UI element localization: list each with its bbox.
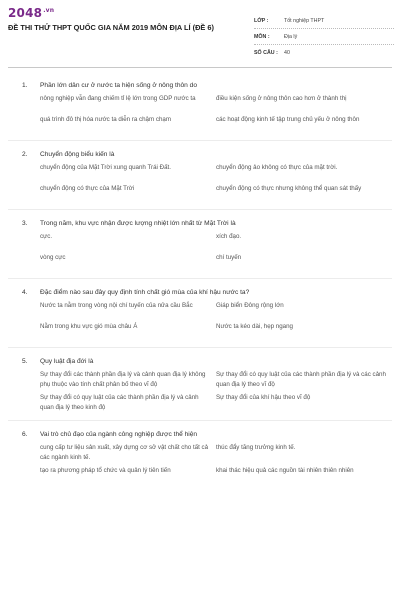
meta-label: SỐ CÂU :	[254, 50, 278, 56]
question-divider	[8, 140, 392, 141]
question-6	[0, 427, 400, 485]
question-divider	[8, 209, 392, 210]
answer-option-a[interactable]: cực.	[40, 233, 53, 240]
answer-options	[40, 299, 390, 341]
question-text: Vai trò chủ đạo của ngành công nghiệp được thể hiện	[40, 430, 198, 438]
meta-value: Tốt nghiệp THPT	[284, 17, 325, 24]
question-number: 3.	[22, 219, 28, 227]
question-number: 4.	[22, 288, 28, 296]
header-divider	[8, 67, 392, 68]
question-number: 2.	[22, 150, 28, 158]
question-divider	[8, 420, 392, 421]
question-list	[0, 78, 400, 485]
question-number: 5.	[22, 357, 28, 365]
answer-option-a[interactable]: nông nghiệp vẫn đang chiếm tỉ lệ lớn trong GDP nước ta	[40, 95, 196, 102]
answer-options	[40, 161, 390, 203]
question-3	[0, 216, 400, 272]
answer-option-a[interactable]: chuyển động của Mặt Trời xung quanh Trái Đất.	[40, 164, 171, 171]
question-text: Đặc điểm nào sau đây quy định tính chất gió mùa của khí hậu nước ta?	[40, 288, 250, 296]
answer-option-c[interactable]: Sự thay đổi có quy luật của các thành phần địa lý và cảnh quan địa lý theo kinh độ	[40, 394, 199, 411]
question-4	[0, 285, 400, 341]
answer-option-c[interactable]: Nằm trong khu vực gió mùa châu Á	[40, 323, 138, 330]
answer-option-d[interactable]: chuyển động có thực nhưng không thể quan sát thấy	[216, 185, 362, 192]
answer-option-a[interactable]: cung cấp tư liệu sản xuất, xây dựng cơ sở vật chất cho tất cả các ngành kinh tế.	[40, 444, 209, 461]
meta-value: 40	[284, 50, 290, 56]
logo-sub: .vn	[43, 7, 55, 14]
answer-option-d[interactable]: Sự thay đổi của khí hậu theo vĩ độ	[216, 394, 311, 401]
meta-row-subject	[254, 29, 394, 45]
question-stem	[22, 78, 390, 92]
question-text: Chuyển động biểu kiến là	[40, 150, 115, 158]
answer-options	[40, 92, 390, 134]
question-text: Phần lớn dân cư ở nước ta hiện sống ở nông thôn do	[40, 81, 198, 89]
answer-options	[40, 230, 390, 272]
answer-option-d[interactable]: Nước ta kéo dài, hẹp ngang	[216, 323, 293, 330]
question-stem	[22, 285, 390, 299]
question-text: Quy luật địa đới là	[40, 357, 94, 365]
question-5	[0, 354, 400, 414]
answer-option-b[interactable]: Giáp biển Đông rộng lớn	[216, 302, 284, 309]
meta-value: Địa lý	[284, 33, 298, 40]
answer-option-d[interactable]: chí tuyến	[216, 254, 242, 261]
answer-option-c[interactable]: chuyển động có thực của Mặt Trời	[40, 185, 135, 192]
question-text: Trong năm, khu vực nhận được lượng nhiệt lớn nhất từ Mặt Trời là	[40, 219, 236, 227]
exam-header	[0, 0, 400, 66]
question-stem	[22, 147, 390, 161]
question-divider	[8, 278, 392, 279]
meta-label: MÔN :	[254, 33, 270, 40]
answer-option-d[interactable]: khai thác hiệu quả các nguồn tài nhiên thiên nhiên	[216, 467, 354, 474]
question-stem	[22, 216, 390, 230]
answer-option-b[interactable]: thúc đẩy tăng trưởng kinh tế.	[216, 444, 296, 451]
answer-option-c[interactable]: quá trình đô thị hóa nước ta diễn ra chậm chạm	[40, 116, 171, 123]
exam-title: ĐỀ THI THỬ THPT QUỐC GIA NĂM 2019 MÔN ĐỊA LÍ (ĐỀ 6)	[8, 23, 214, 32]
question-number: 1.	[22, 81, 28, 89]
exam-meta	[254, 13, 394, 61]
meta-row-count	[254, 45, 394, 61]
meta-label: LỚP :	[254, 17, 269, 24]
answer-option-d[interactable]: các hoạt động kinh tế tập trung chủ yếu ở nông thôn	[216, 116, 360, 123]
answer-options	[40, 368, 390, 414]
question-stem	[22, 427, 390, 441]
answer-option-c[interactable]: vòng cực	[40, 254, 66, 261]
question-divider	[8, 347, 392, 348]
question-stem	[22, 354, 390, 368]
meta-row-class	[254, 13, 394, 29]
answer-option-b[interactable]: Sự thay đổi có quy luật của các thành phần địa lý và các cảnh quan địa lý theo vĩ độ	[216, 371, 386, 388]
answer-option-b[interactable]: chuyển động ảo không có thực của mặt trời.	[216, 164, 338, 171]
question-1	[0, 78, 400, 134]
answer-option-c[interactable]: tạo ra phương pháp tổ chức và quản lý tiên tiến	[40, 467, 171, 474]
answer-options	[40, 441, 390, 485]
answer-option-b[interactable]: điều kiện sống ở nông thôn cao hơn ở thành thị	[216, 95, 347, 102]
answer-option-b[interactable]: xích đạo.	[216, 233, 242, 240]
answer-option-a[interactable]: Nước ta nằm trong vòng nội chí tuyến của nửa cầu Bắc	[40, 302, 193, 309]
question-number: 6.	[22, 430, 28, 438]
question-2	[0, 147, 400, 203]
logo-main: 2048	[8, 6, 43, 20]
answer-option-a[interactable]: Sự thay đổi các thành phần địa lý và cảnh quan địa lý không phụ thuộc vào tính chất phân bố theo vĩ độ	[40, 371, 206, 388]
